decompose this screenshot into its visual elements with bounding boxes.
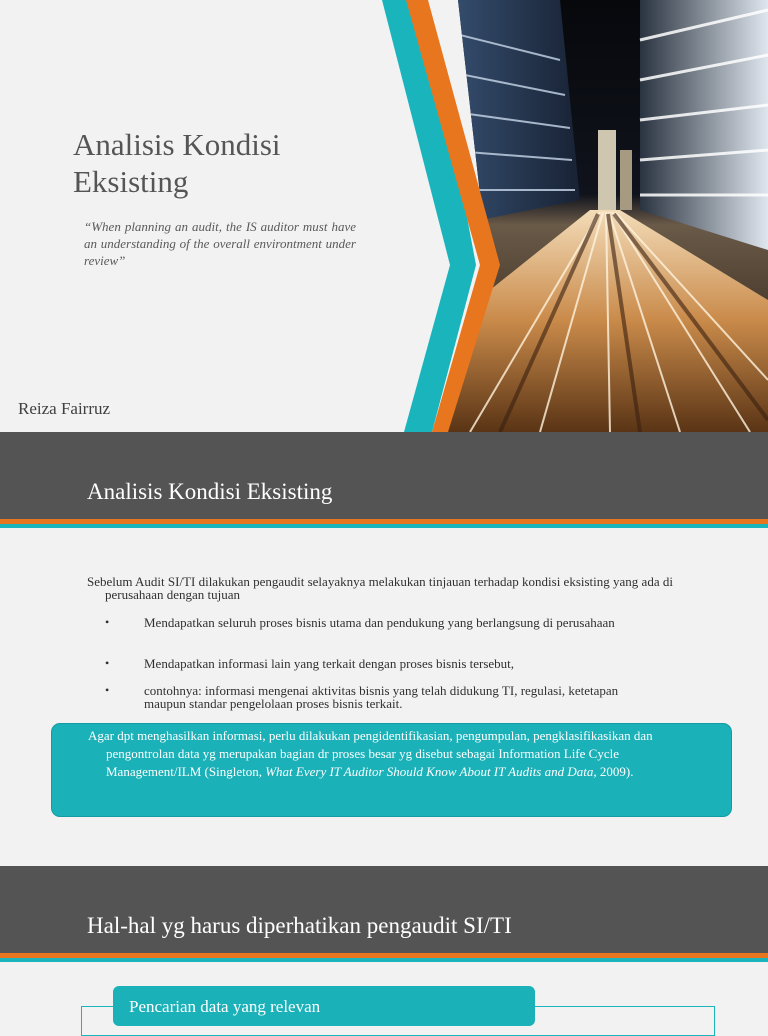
bullet-icon: • [105,656,110,670]
list-item-text: contohnya: informasi mengenai aktivitas bisnis yang telah didukung TI, regulasi, ketetapan maupun standar pengelolaan proses bisnis terkait. [144,683,619,711]
slide-quote: “When planning an audit, the IS auditor must have an understanding of the overall environtment under review” [84,219,356,268]
content-slide [0,432,768,866]
city-motion-photo [0,0,768,432]
callout-box [51,723,732,817]
bullet-icon: • [105,683,110,697]
section-label-text: Pencarian data yang relevan [129,997,321,1016]
callout-text [88,727,706,781]
slide-title: Analisis Kondisi Eksisting [87,479,333,504]
intro-paragraph: Sebelum Audit SI/TI dilakukan pengaudit selayaknya melakukan tinjauan terhadap kondisi eksisting yang ada di perusahaan dengan tujuan [87,574,673,602]
header-accent-teal [0,524,768,528]
callout-text-start: Agar dpt menghasilkan informasi, perlu dilakukan pengidentifikasian, pengumpulan, pengklasifikasikan dan pengontrolan data yg merupakan bagian dr proses besar yg disebut sebagai Information Life Cycle Management/ILM (Singleton, [88,728,653,779]
slide-title: Analisis Kondisi Eksisting [73,127,281,199]
content-slide [0,866,768,1024]
callout-book-title: What Every IT Auditor Should Know About IT Audits and Data [265,764,594,779]
slide-title: Hal-hal yg harus diperhatikan pengaudit SI/TI [87,913,512,938]
slide-header [0,866,768,953]
title-slide [0,0,768,432]
callout-text-end: , 2009). [593,764,634,779]
section-label-pill [113,986,535,1026]
bullet-icon: • [105,615,110,629]
author-name: Reiza Fairruz [18,399,111,418]
header-accent-teal [0,958,768,962]
list-item-text: Mendapatkan seluruh proses bisnis utama dan pendukung yang berlangsung di perusahaan [144,615,615,630]
slide-header [0,432,768,519]
list-item-text: Mendapatkan informasi lain yang terkait dengan proses bisnis tersebut, [144,656,515,671]
